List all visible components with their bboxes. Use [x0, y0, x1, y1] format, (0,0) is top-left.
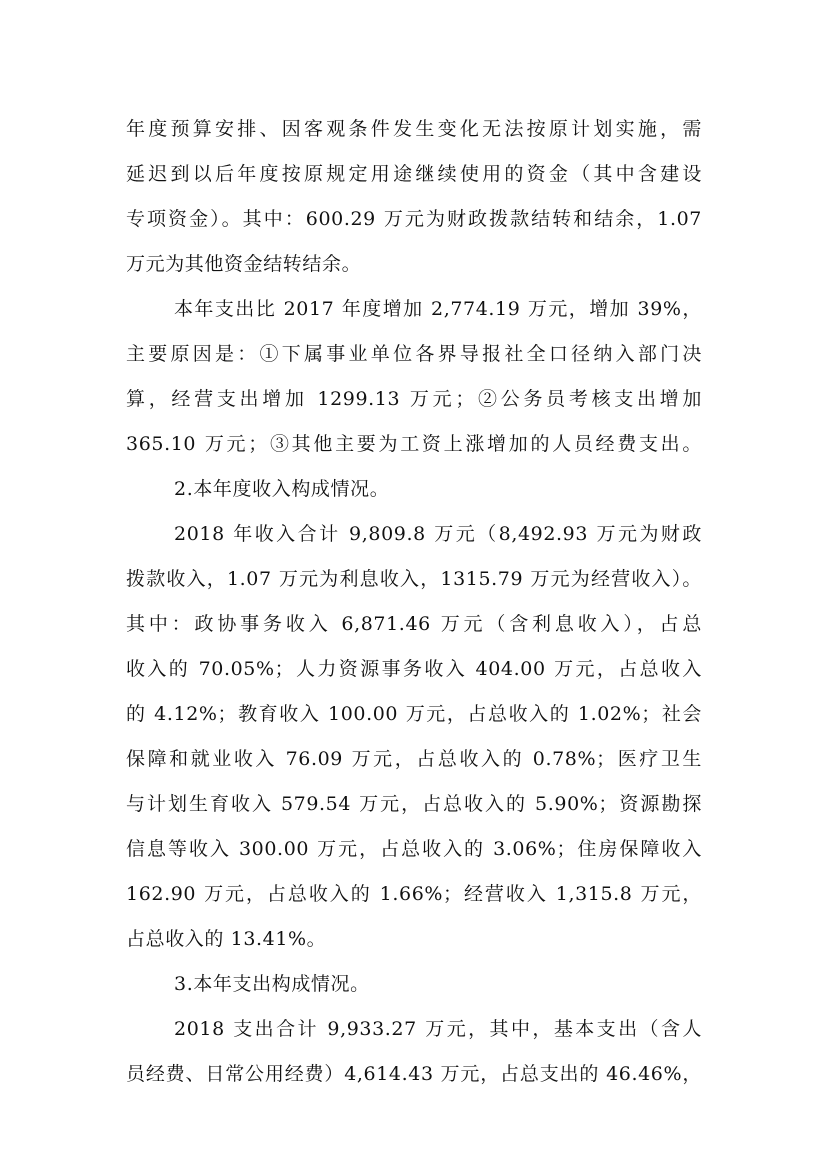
paragraph-line: 主要原因是：①下属事业单位各界导报社全口径纳入部门决 [126, 343, 702, 365]
paragraph-line: 保障和就业收入 76.09 万元，占总收入的 0.78%；医疗卫生 [126, 748, 702, 770]
section-heading: 3.本年支出构成情况。 [174, 973, 370, 995]
paragraph-line: 2018 年收入合计 9,809.8 万元（8,492.93 万元为财政 [174, 523, 702, 545]
paragraph-line: 拨款收入，1.07 万元为利息收入，1315.79 万元为经营收入）。 [126, 568, 702, 590]
paragraph-line: 与计划生育收入 579.54 万元，占总收入的 5.90%；资源勘探 [126, 793, 702, 815]
paragraph-line: 的 4.12%；教育收入 100.00 万元，占总收入的 1.02%；社会 [126, 703, 702, 725]
paragraph-line: 年度预算安排、因客观条件发生变化无法按原计划实施，需 [126, 118, 702, 140]
paragraph-line: 算，经营支出增加 1299.13 万元；②公务员考核支出增加 [126, 388, 702, 410]
paragraph-line: 本年支出比 2017 年度增加 2,774.19 万元，增加 39%， [174, 298, 702, 320]
paragraph-line: 万元为其他资金结转结余。 [126, 253, 362, 275]
paragraph-line: 占总收入的 13.41%。 [126, 928, 327, 950]
paragraph-line: 365.10 万元；③其他主要为工资上涨增加的人员经费支出。 [126, 433, 702, 455]
paragraph-line: 收入的 70.05%；人力资源事务收入 404.00 万元，占总收入 [126, 658, 702, 680]
paragraph-line: 专项资金）。其中：600.29 万元为财政拨款结转和结余，1.07 [126, 208, 702, 230]
section-heading: 2.本年度收入构成情况。 [174, 478, 390, 500]
paragraph-line: 延迟到以后年度按原规定用途继续使用的资金（其中含建设 [126, 163, 702, 185]
paragraph-line: 员经费、日常公用经费）4,614.43 万元，占总支出的 46.46%， [126, 1063, 702, 1085]
paragraph-line: 其中：政协事务收入 6,871.46 万元（含利息收入），占总 [126, 613, 702, 635]
paragraph-line: 信息等收入 300.00 万元，占总收入的 3.06%；住房保障收入 [126, 838, 703, 860]
paragraph-line: 2018 支出合计 9,933.27 万元，其中，基本支出（含人 [174, 1018, 702, 1040]
paragraph-line: 162.90 万元，占总收入的 1.66%；经营收入 1,315.8 万元， [126, 883, 702, 905]
